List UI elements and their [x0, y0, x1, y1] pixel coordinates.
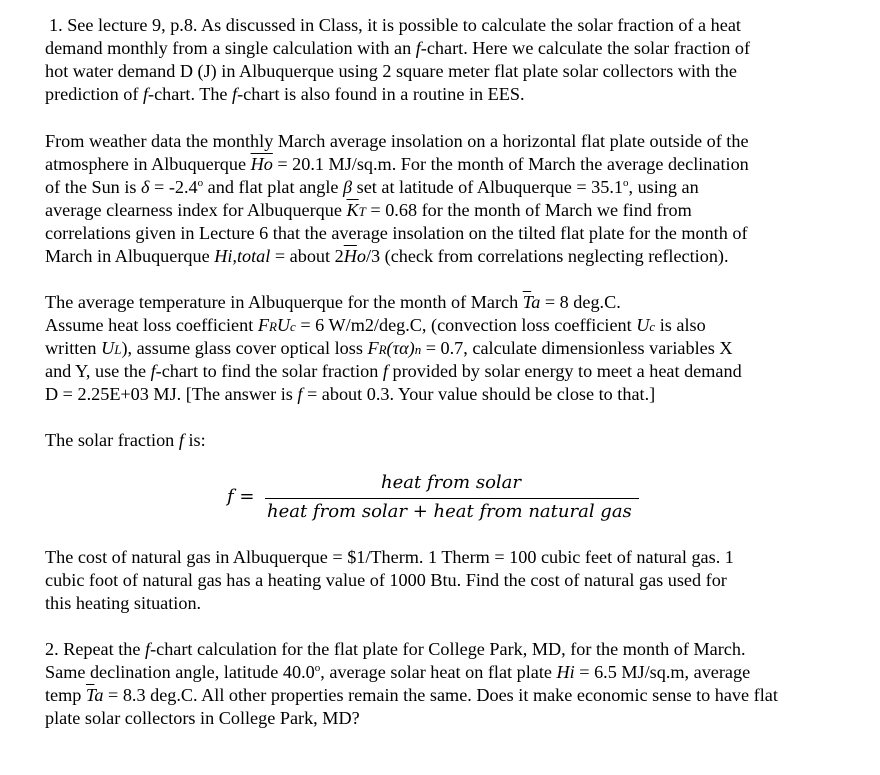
solar-fraction-formula: [227, 468, 647, 528]
formula-denominator: heat from solar + heat from natural gas: [267, 501, 632, 522]
p3-line-4: and Y, use the f-chart to find the solar fraction f provided by solar energy to meet a heat demand: [45, 361, 742, 381]
formula-lhs: f =: [227, 486, 255, 507]
p3-line-5: D = 2.25E+03 MJ. [The answer is f = about 0.3. Your value should be close to that.]: [45, 384, 656, 404]
q1-line-4: prediction of f-chart. The f-chart is also found in a routine in EES.: [45, 84, 525, 104]
p2-line-6: March in Albuquerque Hi,total = about $2\overline{H}o/3$ (check from correlations neglecting reflection).: [45, 246, 729, 266]
q1-line-2: demand monthly from a single calculation with an f-chart. Here we calculate the solar fraction of: [45, 38, 751, 58]
p5-line-3: this heating situation.: [45, 593, 202, 613]
q2-line-4: plate solar collectors in College Park, MD?: [45, 708, 360, 728]
p2-line-2: atmosphere in Albuquerque $\overline{Ho} = 20.1$ MJ/sq.m. For the month of March the average declination: [45, 154, 749, 174]
formula-numerator: heat from solar: [381, 472, 521, 493]
p2-line-3: of the Sun is $\delta = -2.4^o$ and flat plat angle β set at latitude of Albuquerque = $35.1^o$, using an: [45, 177, 699, 197]
fraction-bar: [265, 498, 639, 499]
p3-line-2: Assume heat loss coefficient FRUc = 6 W/m2/deg.C, (convection loss coefficient Uc is also: [45, 315, 706, 335]
q1-line-1: 1. See lecture 9, p.8. As discussed in Class, it is possible to calculate the solar fraction of a heat: [49, 15, 741, 35]
p5-line-2: cubic foot of natural gas has a heating value of 1000 Btu. Find the cost of natural gas used for: [45, 570, 727, 590]
p2-line-1: From weather data the monthly March average insolation on a horizontal flat plate outside of the: [45, 131, 749, 151]
p2-line-5: correlations given in Lecture 6 that the average insolation on the tilted flat plate for the month of: [45, 223, 748, 243]
q2-line-2: Same declination angle, latitude 40.0$^o$, average solar heat on flat plate Hi = 6.5 MJ/sq.m, average: [45, 662, 751, 682]
p3-line-3: written UL), assume glass cover optical loss FR(τα)n = 0.7, calculate dimensionless variables X: [45, 338, 733, 358]
q2-line-3: temp $\overline{T}a = 8.3$ deg.C. All other properties remain the same. Does it make economic sense to have flat: [45, 685, 778, 705]
p2-line-4: average clearness index for Albuquerque $\overline{K}T = 0.68$ for the month of March we find from: [45, 200, 692, 220]
q1-line-3: hot water demand D (J) in Albuquerque using 2 square meter flat plate solar collectors with the: [45, 61, 737, 81]
p3-line-1: The average temperature in Albuquerque for the month of March $\overline{T}a = 8$ deg.C.: [45, 292, 621, 312]
p5-line-1: The cost of natural gas in Albuquerque = $1/Therm. 1 Therm = 100 cubic feet of natural gas. 1: [45, 547, 734, 567]
q2-line-1: 2. Repeat the f-chart calculation for the flat plate for College Park, MD, for the month of March.: [45, 639, 746, 659]
p4-line-1: The solar fraction f is:: [45, 430, 206, 450]
